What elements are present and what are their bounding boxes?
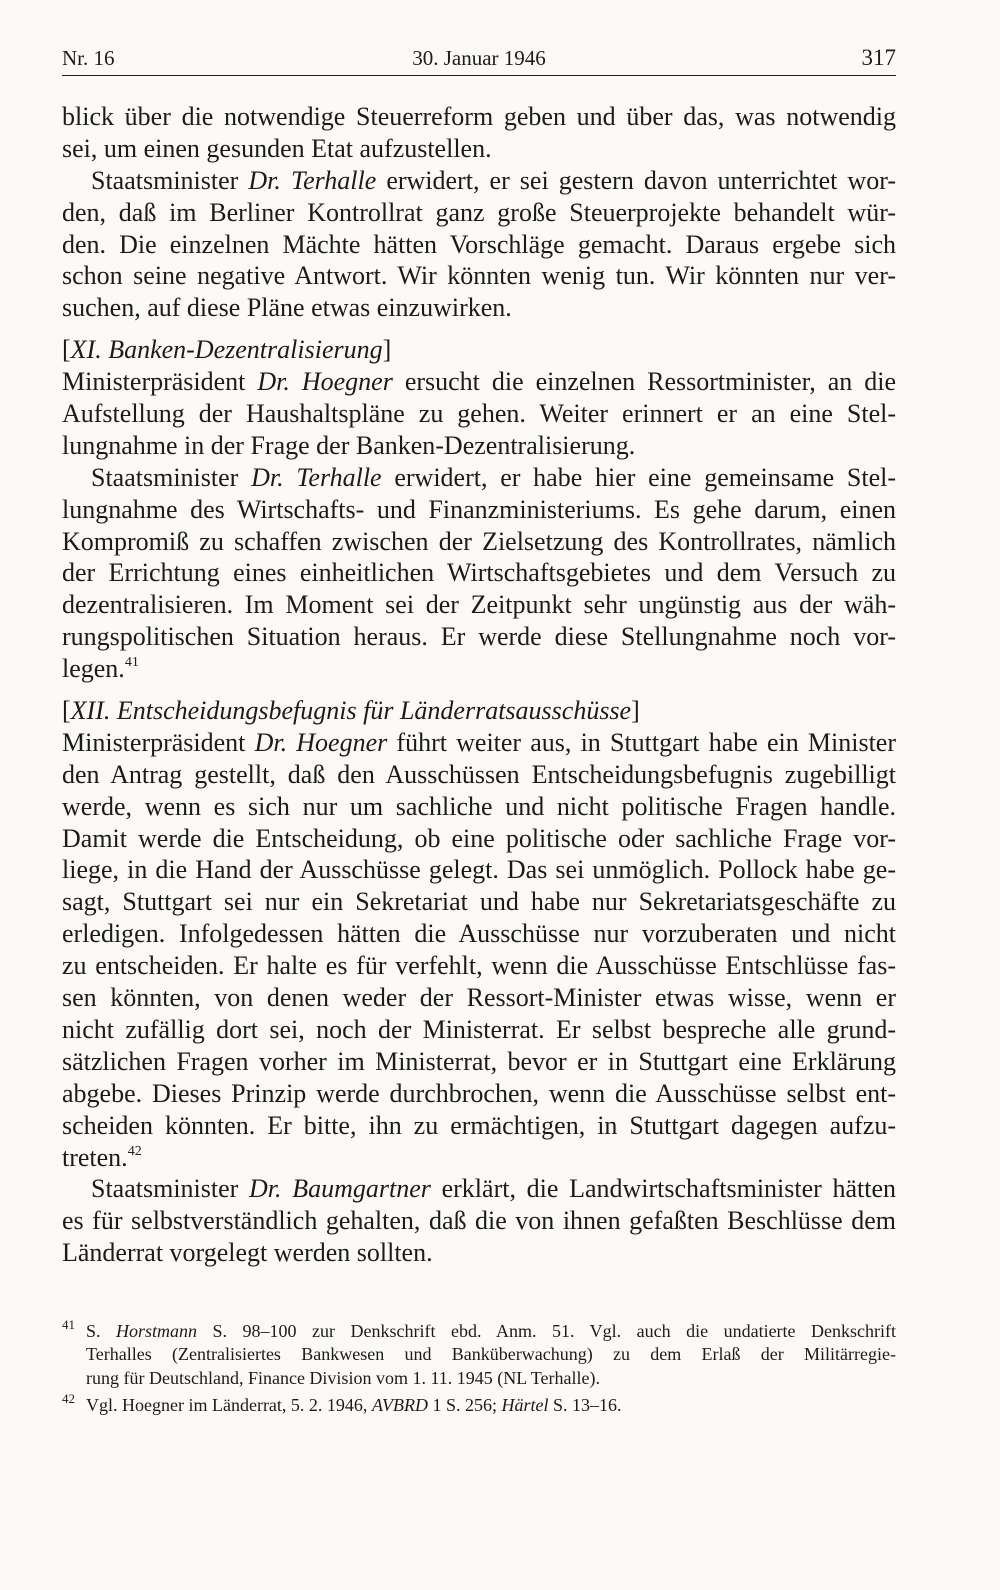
text-line: erledigen. Infolgedessen hätten die Ausschüsse nur vorzuberaten und nicht (62, 919, 896, 949)
text-fragment: führt weiter aus, in Stuttgart habe ein Minister (396, 727, 896, 757)
bracket-open: [ (62, 335, 71, 365)
text-line (62, 1142, 896, 1174)
text-line: werde, wenn es sich nur um sachliche und nicht politische Fragen handle. (62, 791, 896, 821)
speaker-role: Staatsminister (91, 1174, 239, 1204)
issue-number: Nr. 16 (62, 46, 115, 70)
text-fragment: S. 98–100 zur Denkschrift ebd. Anm. 51. Vgl. auch die undatierte Denkschrift (212, 1321, 897, 1341)
text-line: dezentralisieren. Im Moment sei der Zeitpunkt sehr ungünstig aus der wäh- (62, 590, 896, 620)
footnote-42 (62, 1391, 896, 1417)
text-line: lungnahme des Wirtschafts- und Finanzministeriums. Es gehe darum, einen (62, 494, 896, 524)
footnote-line: rung für Deutschland, Finance Division vom 1. 11. 1945 (NL Terhalle). (86, 1367, 600, 1388)
text-fragment: 1 S. 256; (432, 1395, 498, 1416)
section-title: XII. Entscheidungsbefugnis für Länderratsausschüsse (70, 696, 632, 726)
text-line: sagt, Stuttgart sei nur ein Sekretariat und habe nur Sekretariatsgeschäfte zu (62, 887, 896, 917)
footnote-reference[interactable]: 42 (127, 1143, 142, 1159)
footnote-line (62, 1317, 897, 1343)
text-line: rungspolitischen Situation heraus. Er werde diese Stellungnahme noch vor- (62, 622, 896, 652)
text-fragment: Vgl. Hoegner im Länderrat, 5. 2. 1946, (86, 1395, 368, 1416)
text-line: sei, um einen gesunden Etat aufzustellen. (62, 133, 492, 163)
paragraph-terhalle-banks (62, 462, 896, 685)
footnote-line (62, 1391, 896, 1417)
cited-author: Horstmann (116, 1321, 198, 1341)
text-line: nicht zufällig dort sei, noch der Ministerrat. Er selbst bespreche alle grund- (62, 1014, 896, 1044)
text-line: den, daß im Berliner Kontrollrat ganz große Steuerprojekte behandelt wür- (62, 197, 896, 227)
paragraph-terhalle-tax (62, 165, 896, 324)
paragraph-baumgartner (62, 1173, 896, 1269)
text-line: Länderrat vorgelegt werden sollten. (62, 1238, 433, 1268)
section-title: XI. Banken-Dezentralisierung (70, 335, 383, 365)
footnotes (62, 1317, 897, 1418)
speaker-name: Dr. Terhalle (251, 462, 382, 492)
speaker-name: Dr. Hoegner (257, 367, 393, 397)
text-fragment: ersucht die einzelnen Ressortminister, an die (404, 367, 897, 397)
bracket-close: ] (631, 696, 640, 726)
text-fragment: S. 13–16. (548, 1395, 622, 1416)
speaker-role: Staatsminister (91, 462, 239, 492)
text-line: zu entscheiden. Er halte es für verfehlt, wenn die Ausschüsse Entschlüsse fas- (62, 951, 896, 981)
text-line (62, 462, 896, 494)
session-date: 30. Januar 1946 (412, 46, 546, 70)
footnote-line: Terhalles (Zentralisiertes Bankwesen und Banküberwachung) zu dem Erlaß der Militärregie- (86, 1344, 896, 1365)
paragraph-hoegner-budget (62, 366, 896, 462)
text-line (62, 727, 896, 759)
running-head (62, 42, 896, 74)
text-line: scheiden könnten. Er bitte, ihn zu ermächtigen, in Stuttgart dagegen aufzu- (62, 1110, 896, 1140)
text-line (62, 653, 896, 685)
text-fragment: legen. (62, 654, 125, 684)
text-fragment: S. (86, 1321, 101, 1341)
text-line: sen könnten, von denen weder der Ressort-Minister etwas wisse, wenn er (62, 983, 896, 1013)
text-line: Damit werde die Entscheidung, ob eine politische oder sachliche Frage vor- (62, 823, 896, 853)
bracket-close: ] (382, 335, 392, 365)
text-line: der Errichtung eines einheitlichen Wirtschaftsgebietes und dem Versuch zu (62, 558, 896, 588)
text-line: es für selbstverständlich gehalten, daß die von ihnen gefaßten Beschlüsse dem (62, 1206, 896, 1236)
footnote-number: 41 (62, 1317, 75, 1332)
section-heading-xii (62, 695, 896, 727)
footnote-41 (62, 1317, 897, 1390)
speaker-name: Dr. Hoegner (254, 727, 388, 757)
main-text (62, 101, 896, 1269)
speaker-name: Dr. Baumgartner (249, 1174, 431, 1204)
footnote-number: 42 (62, 1391, 75, 1407)
speaker-name: Dr. Terhalle (248, 165, 377, 195)
paragraph-continuation (62, 101, 896, 165)
cited-author: Härtel (501, 1395, 549, 1416)
speaker-role: Ministerpräsident (62, 367, 246, 397)
text-line: blick über die notwendige Steuerreform geben und über das, was notwendig (62, 102, 896, 131)
bracket-open: [ (62, 696, 71, 726)
text-fragment: treten. (62, 1142, 128, 1172)
text-line: den Antrag gestellt, daß den Ausschüssen Entscheidungsbefugnis zugebilligt (62, 759, 896, 789)
header-rule (62, 75, 896, 76)
paragraph-hoegner-committees (62, 727, 896, 1173)
text-line (62, 366, 896, 398)
text-line: Aufstellung der Haushaltspläne zu gehen. Weiter erinnert er an eine Stel- (62, 399, 896, 429)
text-line: schon seine negative Antwort. Wir könnten wenig tun. Wir könnten nur ver- (62, 261, 896, 291)
text-line (62, 1173, 896, 1205)
text-line: suchen, auf diese Pläne etwas einzuwirken. (62, 293, 512, 323)
speaker-role: Staatsminister (91, 165, 239, 195)
text-line: abgebe. Dieses Prinzip werde durchbrochen, wenn die Ausschüsse selbst ent- (62, 1078, 896, 1108)
text-line: sätzlichen Fragen vorher im Ministerrat, bevor er in Stuttgart eine Erklärung (62, 1046, 896, 1076)
footnote-reference[interactable]: 41 (124, 655, 139, 671)
text-fragment: erwidert, er habe hier eine gemeinsame Stel- (394, 462, 897, 492)
speaker-role: Ministerpräsident (62, 727, 246, 757)
text-line: den. Die einzelnen Mächte hätten Vorschläge gemacht. Daraus ergebe sich (62, 229, 896, 259)
text-line: lungnahme in der Frage der Banken-Dezentralisierung. (62, 430, 636, 460)
text-fragment: erwidert, er sei gestern davon unterrichtet wor- (386, 165, 896, 195)
cited-source: AVBRD (371, 1395, 429, 1416)
text-line: Kompromiß zu schaffen zwischen der Zielsetzung des Kontrollrates, nämlich (62, 526, 896, 556)
text-line: liege, in die Hand der Ausschüsse gelegt. Das sei unmöglich. Pollock habe ge- (62, 855, 896, 885)
page-number: 317 (861, 45, 896, 70)
section-heading-xi (62, 334, 896, 366)
text-fragment: erklärt, die Landwirtschaftsminister hätten (441, 1174, 897, 1204)
text-line (62, 165, 896, 197)
